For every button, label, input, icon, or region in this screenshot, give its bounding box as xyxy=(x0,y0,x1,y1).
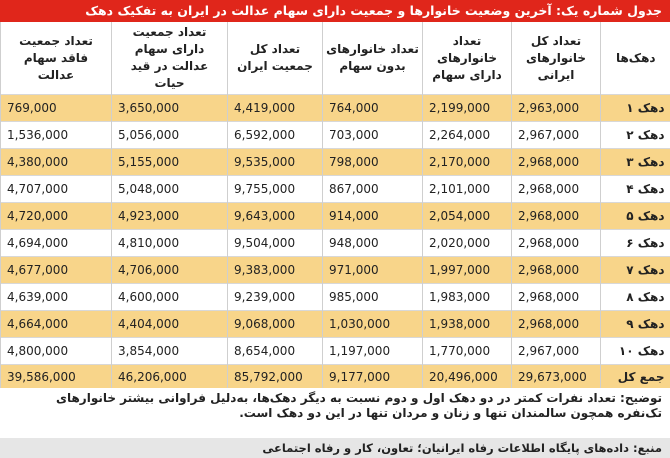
cell-population-without-shares: 769,000 xyxy=(1,95,112,122)
table-body xyxy=(1,95,670,389)
cell-decile-label: دهک ۸ xyxy=(601,284,670,311)
table-row xyxy=(1,122,670,149)
cell-households-with-shares: 2,264,000 xyxy=(423,122,512,149)
cell-population-without-shares: 4,720,000 xyxy=(1,203,112,230)
header-total-households: تعداد کل خانوارهای ایرانی xyxy=(512,22,601,95)
header-total-population: تعداد کل جمعیت ایران xyxy=(228,22,323,95)
table-row xyxy=(1,338,670,365)
cell-total-population: 9,755,000 xyxy=(228,176,323,203)
cell-total-population: 8,654,000 xyxy=(228,338,323,365)
cell-population-with-shares: 3,854,000 xyxy=(112,338,228,365)
cell-population-with-shares: 4,404,000 xyxy=(112,311,228,338)
table-row xyxy=(1,284,670,311)
cell-households-with-shares: 2,020,000 xyxy=(423,230,512,257)
header-population-without-shares: تعداد جمعیت فاقد سهام عدالت xyxy=(1,22,112,95)
cell-decile-label: دهک ۹ xyxy=(601,311,670,338)
cell-population-with-shares: 4,706,000 xyxy=(112,257,228,284)
table-title: جدول شماره یک: آخرین وضعیت خانوارها و جمعیت دارای سهام عدالت در ایران به تفکیک دهک xyxy=(0,0,670,22)
cell-population-with-shares: 4,923,000 xyxy=(112,203,228,230)
cell-total-households: 2,968,000 xyxy=(512,203,601,230)
cell-decile-label: جمع کل xyxy=(601,365,670,389)
cell-population-with-shares: 46,206,000 xyxy=(112,365,228,389)
cell-population-with-shares: 4,810,000 xyxy=(112,230,228,257)
table-row xyxy=(1,203,670,230)
cell-total-households: 2,968,000 xyxy=(512,149,601,176)
cell-total-population: 9,504,000 xyxy=(228,230,323,257)
cell-households-without-shares: 948,000 xyxy=(323,230,423,257)
cell-population-without-shares: 4,380,000 xyxy=(1,149,112,176)
cell-population-without-shares: 4,677,000 xyxy=(1,257,112,284)
cell-population-without-shares: 4,664,000 xyxy=(1,311,112,338)
cell-population-without-shares: 39,586,000 xyxy=(1,365,112,389)
header-households-without-shares: تعداد خانوارهای بدون سهام xyxy=(323,22,423,95)
cell-decile-label: دهک ۴ xyxy=(601,176,670,203)
table-row xyxy=(1,95,670,122)
cell-total-households: 29,673,000 xyxy=(512,365,601,389)
cell-population-with-shares: 4,600,000 xyxy=(112,284,228,311)
cell-total-households: 2,968,000 xyxy=(512,230,601,257)
total-row xyxy=(1,365,670,389)
cell-households-without-shares: 764,000 xyxy=(323,95,423,122)
cell-population-with-shares: 5,056,000 xyxy=(112,122,228,149)
cell-households-with-shares: 2,199,000 xyxy=(423,95,512,122)
cell-population-with-shares: 3,650,000 xyxy=(112,95,228,122)
cell-total-population: 9,535,000 xyxy=(228,149,323,176)
cell-population-without-shares: 4,800,000 xyxy=(1,338,112,365)
table-row xyxy=(1,176,670,203)
cell-households-with-shares: 1,983,000 xyxy=(423,284,512,311)
cell-total-population: 85,792,000 xyxy=(228,365,323,389)
cell-households-with-shares: 1,938,000 xyxy=(423,311,512,338)
cell-total-population: 9,068,000 xyxy=(228,311,323,338)
cell-households-with-shares: 1,997,000 xyxy=(423,257,512,284)
table-note: توضیح: تعداد نفرات کمتر در دو دهک اول و دوم نسبت به دیگر دهک‌ها، به‌دلیل فراوانی بیشتر خانوارهای تک‌نفره همچون سالمندان تنها و زنان و مردان تنها در این دو دهک است. xyxy=(55,391,662,420)
cell-decile-label: دهک ۱ xyxy=(601,95,670,122)
cell-households-without-shares: 985,000 xyxy=(323,284,423,311)
header-decile: دهک‌ها xyxy=(601,22,670,95)
cell-decile-label: دهک ۶ xyxy=(601,230,670,257)
cell-total-households: 2,968,000 xyxy=(512,257,601,284)
cell-population-with-shares: 5,155,000 xyxy=(112,149,228,176)
cell-total-population: 6,592,000 xyxy=(228,122,323,149)
table-row xyxy=(1,311,670,338)
cell-decile-label: دهک ۲ xyxy=(601,122,670,149)
cell-population-without-shares: 4,694,000 xyxy=(1,230,112,257)
cell-households-without-shares: 867,000 xyxy=(323,176,423,203)
cell-total-households: 2,967,000 xyxy=(512,122,601,149)
cell-total-households: 2,968,000 xyxy=(512,284,601,311)
cell-households-without-shares: 703,000 xyxy=(323,122,423,149)
cell-households-without-shares: 9,177,000 xyxy=(323,365,423,389)
cell-total-population: 9,383,000 xyxy=(228,257,323,284)
cell-households-without-shares: 971,000 xyxy=(323,257,423,284)
shares-table xyxy=(0,22,670,388)
cell-total-households: 2,968,000 xyxy=(512,311,601,338)
cell-population-without-shares: 4,639,000 xyxy=(1,284,112,311)
cell-total-population: 9,239,000 xyxy=(228,284,323,311)
cell-households-with-shares: 2,101,000 xyxy=(423,176,512,203)
cell-total-population: 9,643,000 xyxy=(228,203,323,230)
cell-households-without-shares: 1,030,000 xyxy=(323,311,423,338)
header-population-with-shares: تعداد جمعیت دارای سهام عدالت در قید حیات xyxy=(112,22,228,95)
cell-households-without-shares: 914,000 xyxy=(323,203,423,230)
source-line: منبع: داده‌های پایگاه اطلاعات رفاه ایرانیان؛ تعاون، کار و رفاه اجتماعی xyxy=(0,438,670,458)
cell-population-without-shares: 4,707,000 xyxy=(1,176,112,203)
cell-households-with-shares: 1,770,000 xyxy=(423,338,512,365)
cell-total-households: 2,967,000 xyxy=(512,338,601,365)
cell-total-population: 4,419,000 xyxy=(228,95,323,122)
cell-population-without-shares: 1,536,000 xyxy=(1,122,112,149)
cell-households-with-shares: 20,496,000 xyxy=(423,365,512,389)
cell-total-households: 2,968,000 xyxy=(512,176,601,203)
cell-total-households: 2,963,000 xyxy=(512,95,601,122)
cell-decile-label: دهک ۷ xyxy=(601,257,670,284)
table-row xyxy=(1,230,670,257)
header-households-with-shares: تعداد خانوارهای دارای سهام xyxy=(423,22,512,95)
cell-population-with-shares: 5,048,000 xyxy=(112,176,228,203)
cell-decile-label: دهک ۵ xyxy=(601,203,670,230)
cell-households-with-shares: 2,170,000 xyxy=(423,149,512,176)
table-row xyxy=(1,149,670,176)
cell-households-without-shares: 798,000 xyxy=(323,149,423,176)
cell-households-without-shares: 1,197,000 xyxy=(323,338,423,365)
cell-households-with-shares: 2,054,000 xyxy=(423,203,512,230)
header-row xyxy=(1,22,670,95)
cell-decile-label: دهک ۱۰ xyxy=(601,338,670,365)
table-row xyxy=(1,257,670,284)
cell-decile-label: دهک ۳ xyxy=(601,149,670,176)
